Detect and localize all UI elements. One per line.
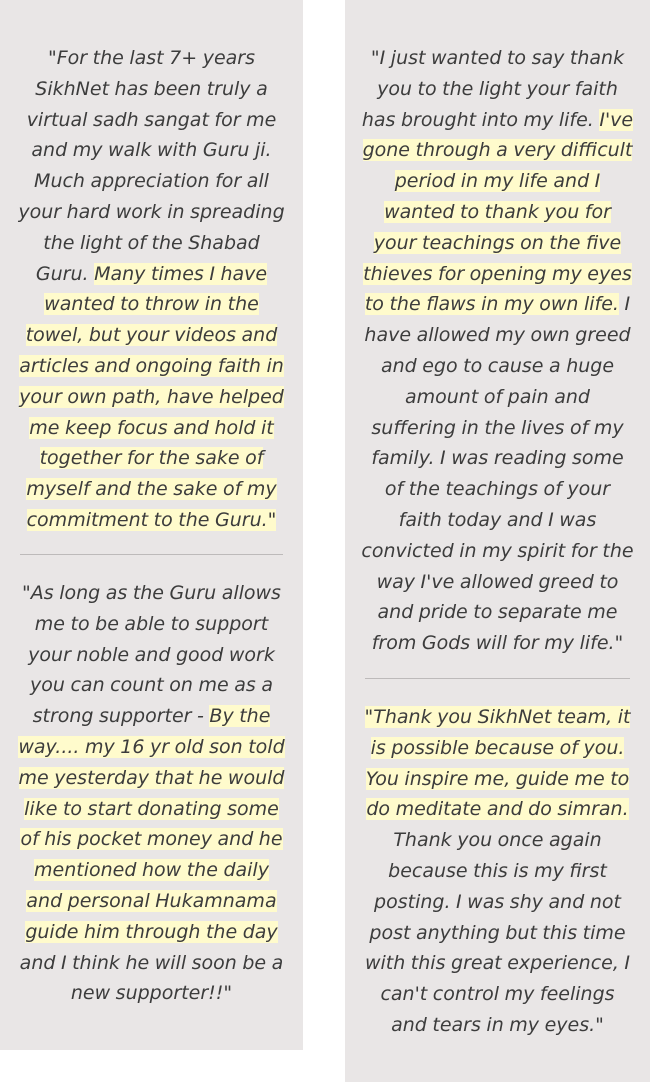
- quote-highlight: Many times I have wanted to throw in the towel, but your videos and articles and ongoing faith in your own path, have helped me keep focus and hold it together for the sake of myself and the sake of my commitment to the Guru.": [19, 262, 284, 531]
- quote-highlight: I've gone through a very difficult period in my life and I wanted to thank you for your teachings on the five thieves for opening my eyes to the flaws in my own life.: [362, 108, 634, 316]
- quote-highlight: "Thank you SikhNet team, it is possible because of you. You inspire me, guide me to do meditate and do simran.: [364, 706, 631, 821]
- quote-highlight: By the way.... my 16 yr old son told me yesterday that he would like to start donating some of his pocket money and he mentioned how the daily and personal Hukamnama guide him through the day: [18, 705, 285, 943]
- testimonial-column-right: [345, 0, 650, 1082]
- quote-text-end: I have allowed my own greed and ego to cause a huge amount of pain and suffering in the lives of my family. I was reading some of the teachings of your faith today and I was convicted in my spirit for the way I've allowed greed to and pride to separate me from Gods will for my life.": [361, 293, 634, 655]
- quote-text-end: and I think he will soon be a new supporter!!": [19, 951, 284, 1005]
- testimonial-divider: [365, 678, 630, 679]
- quote-text-end: Thank you once again because this is my first posting. I was shy and not post anything but this time with this great experience, I can't control my feelings and tears in my eyes.": [364, 829, 631, 1036]
- testimonial-quote: [345, 43, 650, 659]
- testimonial-quote: [0, 578, 303, 1009]
- testimonial-column-left: [0, 0, 303, 1050]
- quote-text: "I just wanted to say thank you to the light your faith has brought into my life.: [361, 47, 625, 131]
- quote-text: "For the last 7+ years SikhNet has been truly a virtual sadh sangat for me and my walk with Guru ji. Much appreciation for all your hard work in spreading the light of the Shabad Guru.: [18, 47, 285, 285]
- quote-text: "As long as the Guru allows me to be able to support your noble and good work you can count on me as a strong supporter -: [22, 582, 281, 728]
- testimonial-quote: [345, 702, 650, 1041]
- testimonial-divider: [20, 554, 283, 555]
- testimonial-quote: [0, 43, 303, 536]
